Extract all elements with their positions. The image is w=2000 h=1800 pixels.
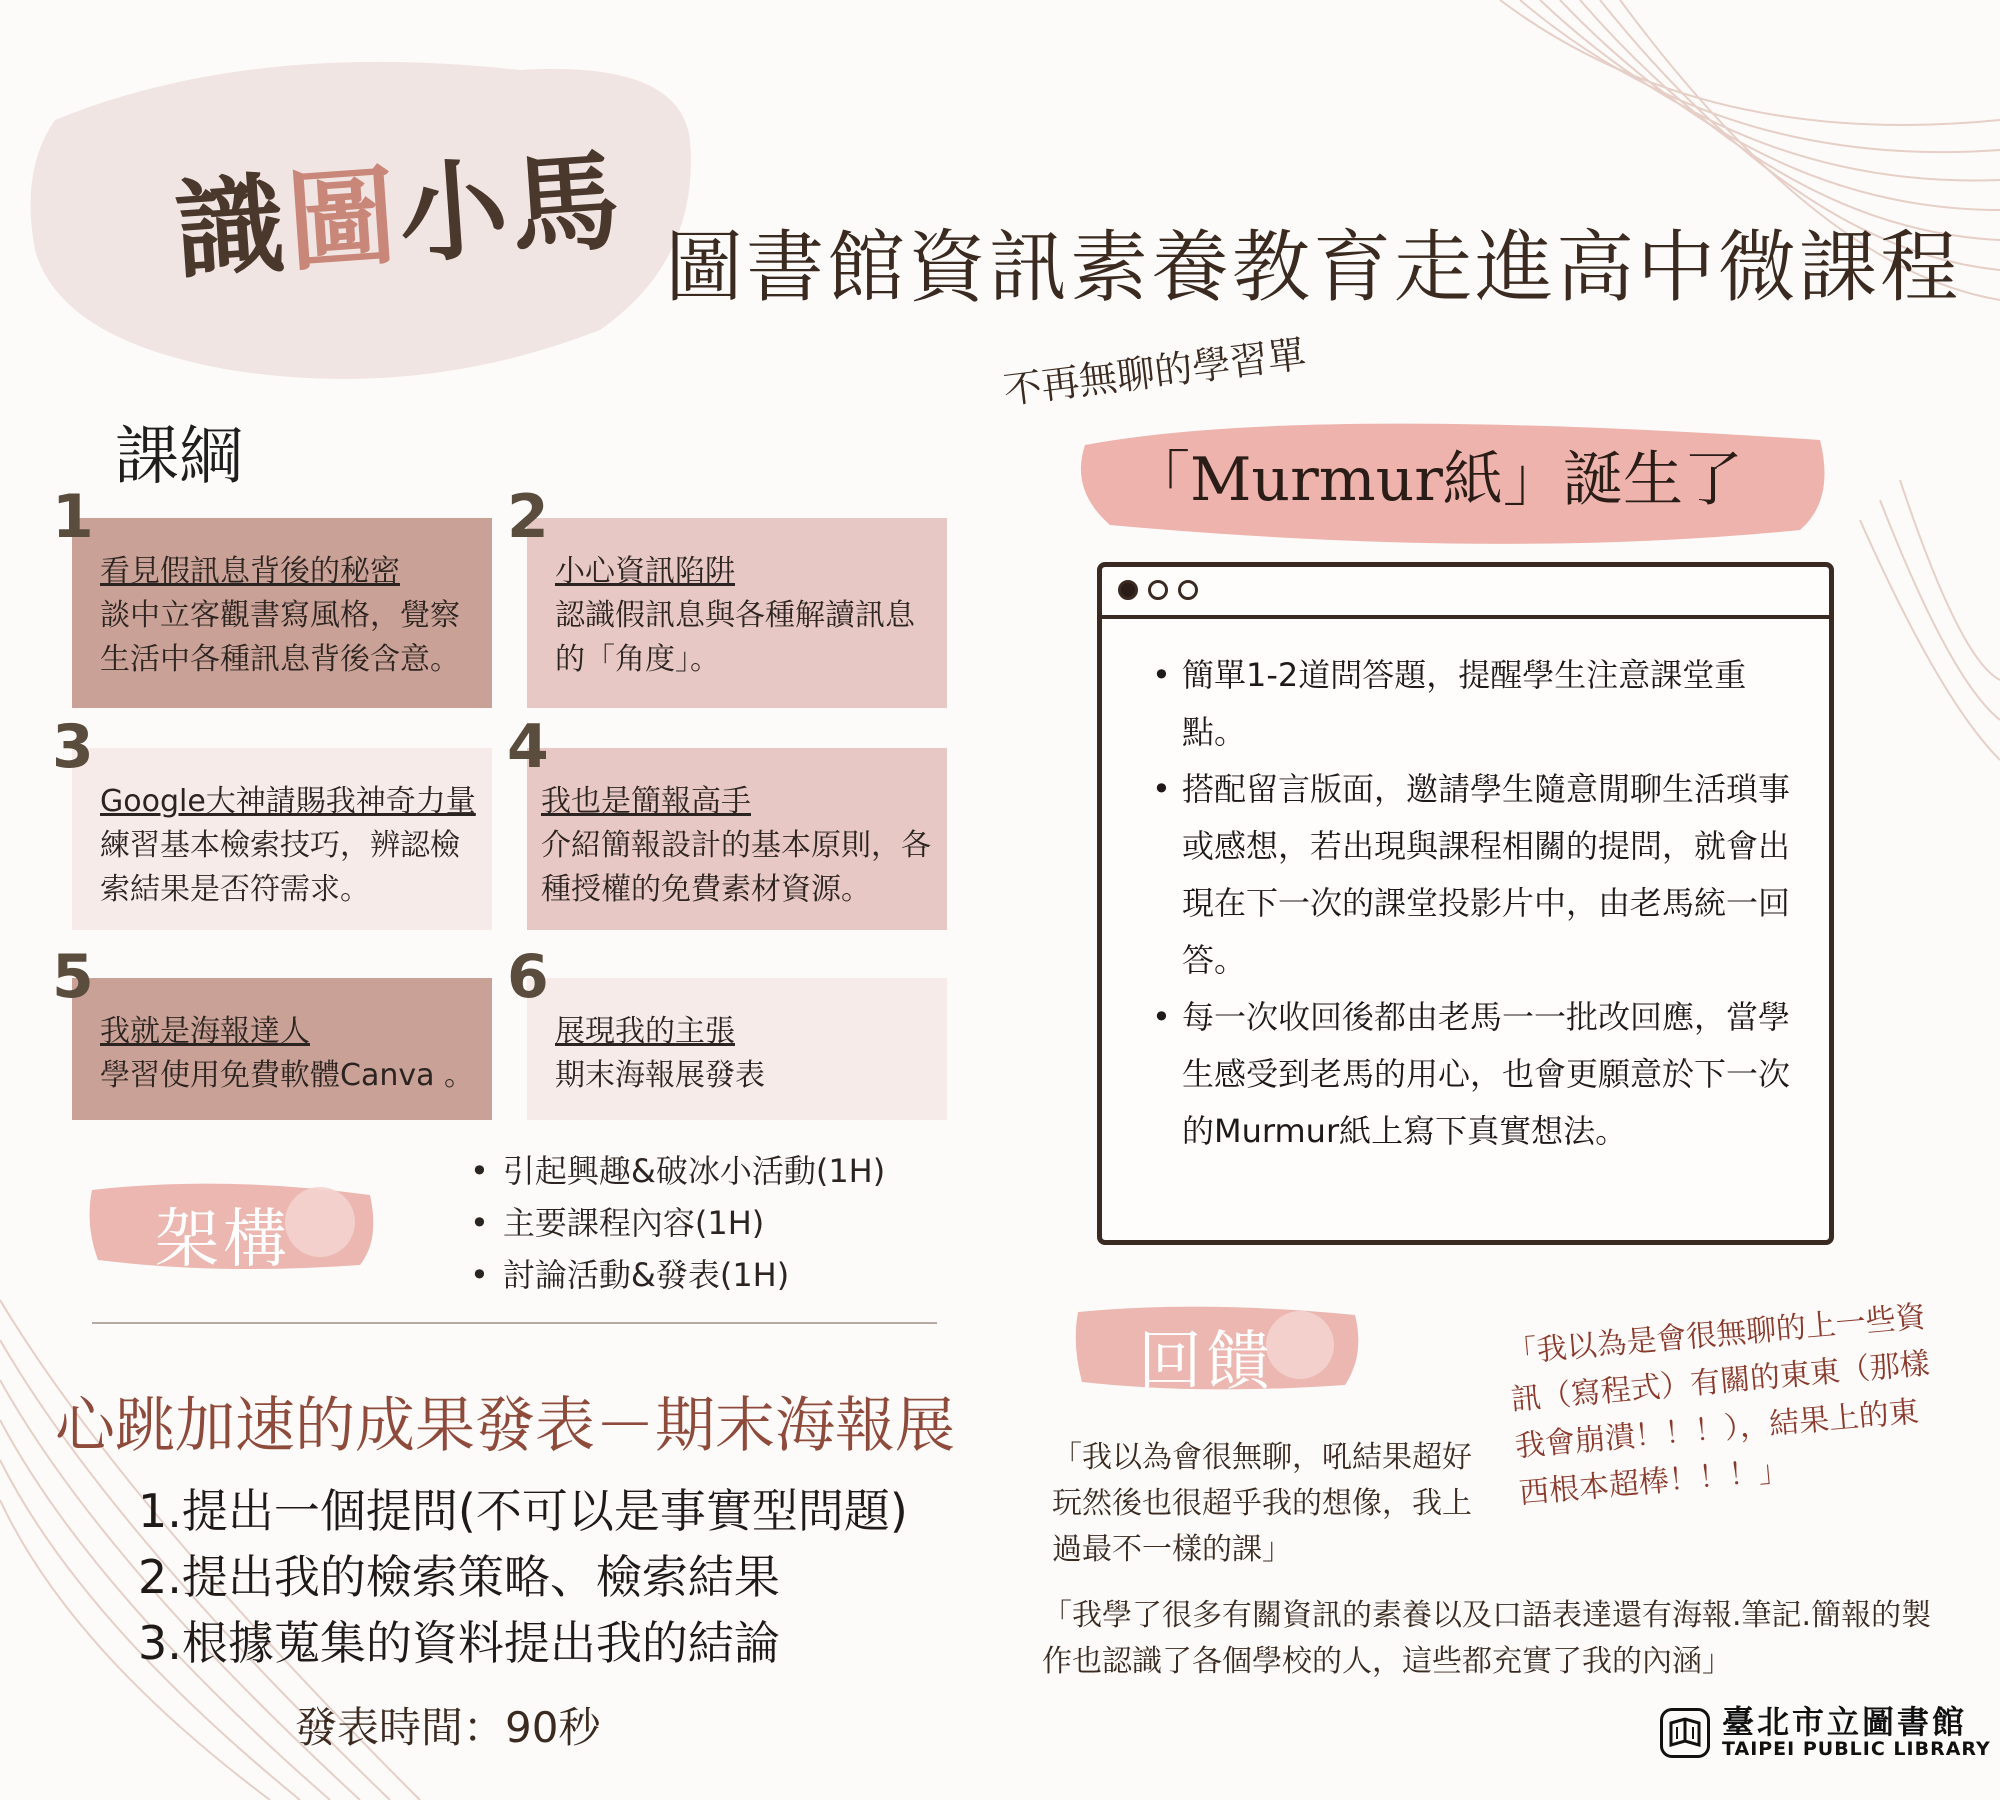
card-number: 1 (52, 482, 94, 552)
syllabus-card (527, 748, 947, 912)
card-number: 4 (507, 712, 549, 782)
feedback-label: 回饋 (1138, 1325, 1274, 1399)
card-description: 練習基本檢索技巧，辨認檢索結果是否符需求。 (100, 828, 460, 907)
syllabus-card (527, 518, 947, 682)
card-number: 5 (52, 942, 94, 1012)
card-description: 談中立客觀書寫風格，覺察生活中各種訊息背後含意。 (100, 598, 460, 677)
window-dot-icon (1148, 580, 1168, 600)
feedback-quote: 「我以為是會很無聊的上一些資訊（寫程式）有關的東東（那樣我會崩潰！！！），結果上的東西根本超棒！！！」 (1505, 1299, 1932, 1512)
window-dot-icon (1118, 580, 1138, 600)
card-description: 期末海報展發表 (555, 1058, 765, 1093)
framework-label: 架構 (155, 1203, 291, 1277)
syllabus-heading: 課綱 (115, 420, 243, 494)
title-highlight: 圖 (283, 154, 404, 287)
poster-steps (138, 1478, 908, 1676)
library-name-en: TAIPEI PUBLIC LIBRARY (1722, 1738, 1991, 1760)
syllabus-card (72, 518, 492, 682)
feedback-quote: 「我以為會很無聊，吼結果超好玩然後也很超乎我的想像，我上過最不一樣的課」 (1052, 1440, 1472, 1567)
card-description: 介紹簡報設計的基本原則，各種授權的免費素材資源。 (541, 828, 931, 907)
framework-list (470, 1145, 885, 1301)
murmur-bullet: • 每一次收回後都由老馬一一批改回應，當學生感受到老馬的用心，也會更願意於下一次的Murmur紙上寫下真實想法。 (1152, 989, 1792, 1160)
window-titlebar (1102, 567, 1829, 619)
murmur-tagline: 不再無聊的學習單 (1001, 331, 1309, 413)
syllabus-card (72, 748, 492, 912)
poster-step: 2.提出我的檢索策略、檢索結果 (138, 1550, 780, 1604)
feedback-quote: 「我學了很多有關資訊的素養以及口語表達還有海報.筆記.簡報的製作也認識了各個學校的人，這些都充實了我的內涵」 (1042, 1598, 1932, 1679)
card-description: 認識假訊息與各種解讀訊息的「角度」。 (555, 598, 915, 677)
murmur-title: 「Murmur紙」誕生了 (1130, 445, 1743, 515)
card-title: 我也是簡報高手 (541, 784, 751, 819)
main-title: 識圖小馬 (171, 138, 628, 295)
framework-item: • 引起興趣&破冰小活動(1H) (470, 1145, 885, 1197)
poster-step: 3.根據蒐集的資料提出我的結論 (138, 1616, 780, 1670)
library-name: 臺北市立圖書館 (1722, 1703, 1968, 1741)
card-number: 6 (507, 942, 549, 1012)
card-title: Google大神請賜我神奇力量 (100, 784, 476, 819)
card-description: 學習使用免費軟體Canva 。 (100, 1058, 475, 1093)
window-dot-icon (1178, 580, 1198, 600)
poster-step: 1.提出一個提問(不可以是事實型問題) (138, 1484, 908, 1538)
murmur-bullet: • 搭配留言版面，邀請學生隨意閒聊生活瑣事或感想，若出現與課程相關的提問，就會出現在下一次的課堂投影片中，由老馬統一回答。 (1152, 761, 1792, 989)
presentation-time: 發表時間：90秒 (295, 1703, 601, 1752)
murmur-bullet: • 簡單1-2道問答題，提醒學生注意課堂重點。 (1152, 647, 1792, 761)
card-title: 我就是海報達人 (100, 1014, 310, 1049)
card-title: 看見假訊息背後的秘密 (100, 554, 400, 589)
library-logo-icon (1660, 1708, 1710, 1758)
framework-item: • 主要課程內容(1H) (470, 1197, 885, 1249)
divider (92, 1322, 937, 1324)
card-title: 小心資訊陷阱 (555, 554, 735, 589)
subtitle: 圖書館資訊素養教育走進高中微課程 (665, 223, 1962, 313)
card-number: 3 (52, 712, 94, 782)
card-number: 2 (507, 482, 549, 552)
syllabus-card (72, 978, 492, 1098)
murmur-window (1097, 562, 1834, 1245)
poster-title: 心跳加速的成果發表－期末海報展 (55, 1391, 955, 1461)
murmur-bullet-list (1152, 647, 1792, 1160)
framework-item: • 討論活動&發表(1H) (470, 1249, 885, 1301)
card-title: 展現我的主張 (555, 1014, 735, 1049)
syllabus-card (527, 978, 947, 1098)
